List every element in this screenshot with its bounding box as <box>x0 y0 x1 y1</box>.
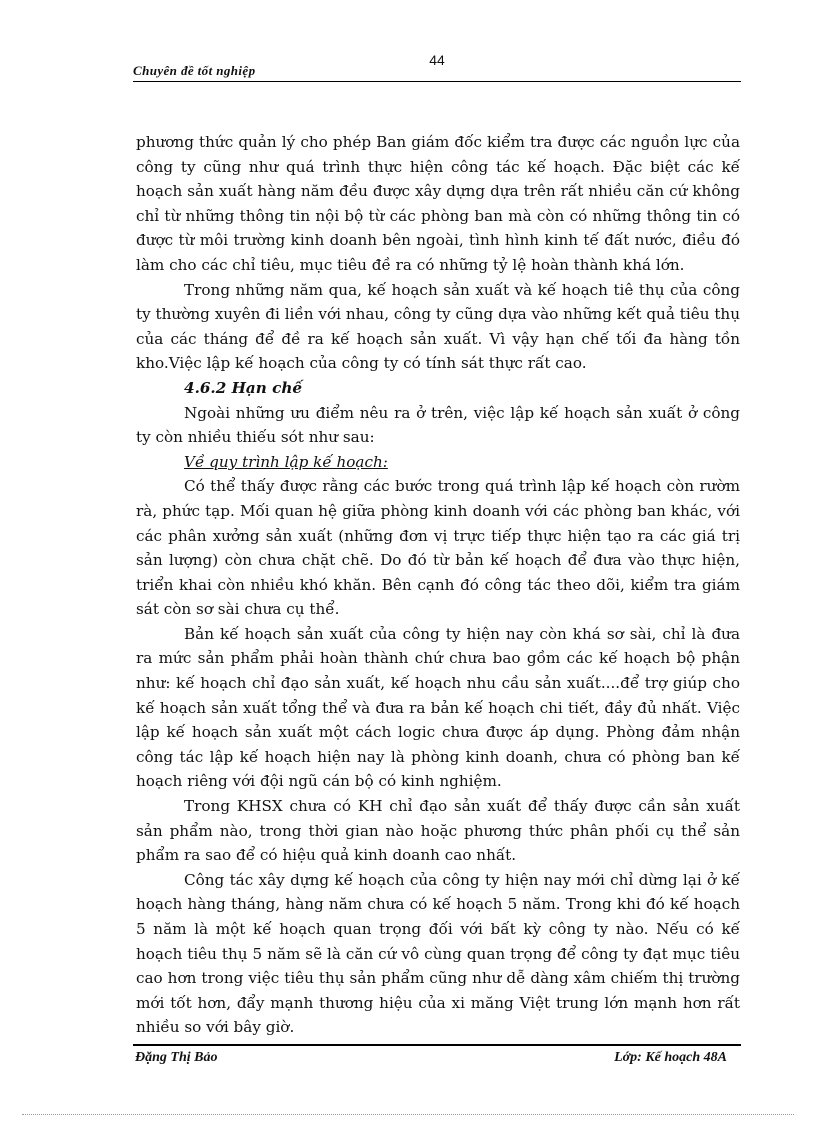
paragraph-7: Công tác xây dựng kế hoạch của công ty hiện nay mới chỉ dừng lại ở kế hoạch hàng tháng, hàng năm chưa có kế hoạch 5 năm. Trong khi đó kế hoạch 5 năm là một kế hoạch quan trọng đối với bất kỳ công ty nào. Nếu có kế hoạch tiêu thụ 5 năm sẽ là căn cứ vô cùng quan trọng để công ty đạt mục tiêu cao hơn trong việc tiêu thụ sản phẩm cũng như dễ dàng xâm chiếm thị trường mới tốt hơn, đẩy mạnh thương hiệu của xi măng Việt trung lớn mạnh hơn rất nhiều so với bây giờ. <box>136 870 740 1037</box>
paragraph-5: Bản kế hoạch sản xuất của công ty hiện nay còn khá sơ sài, chỉ là đưa ra mức sản phẩm phải hoàn thành chứ chưa bao gồm các kế hoạch bộ phận như: kế hoạch chỉ đạo sản xuất, kế hoạch nhu cầu sản xuất....để trợ giúp cho kế hoạch sản xuất tổng thể và đưa ra bản kế hoạch chi tiết, đầy đủ nhất. Việc lập kế hoạch sản xuất một cách logic chưa được áp dụng. Phòng đảm nhận công tác lập kế hoạch hiện nay là phòng kinh doanh, chưa có phòng ban kế hoạch riêng với đội ngũ cán bộ có kinh nghiệm. <box>136 624 740 791</box>
page-footer <box>133 1044 741 1065</box>
page-number: 44 <box>429 52 445 68</box>
sub-heading: Về quy trình lập kế hoạch: <box>184 452 388 471</box>
footer-class: Lớp: Kế hoạch 48A <box>614 1050 727 1065</box>
section-heading: 4.6.2 Hạn chế <box>184 378 303 397</box>
page-header <box>133 63 741 82</box>
document-body <box>136 130 740 1040</box>
paragraph-4: Có thể thấy được rằng các bước trong quá trình lập kế hoạch còn rườm rà, phức tạp. Mối quan hệ giữa phòng kinh doanh với các phòng ban khác, với các phân xưởng sản xuất (những đơn vị trực tiếp thực hiện tạo ra các giá trị sản lượng) còn chưa chặt chẽ. Do đó từ bản kế hoạch để đưa vào thực hiện, triển khai còn nhiều khó khăn. Bên cạnh đó công tác theo dõi, kiểm tra giám sát còn sơ sài chưa cụ thể. <box>136 477 740 619</box>
page-edge-divider <box>22 1114 794 1115</box>
paragraph-6: Trong KHSX chưa có KH chỉ đạo sản xuất để thấy được cần sản xuất sản phẩm nào, trong thời gian nào hoặc phương thức phân phối cụ thể sản phẩm ra sao để có hiệu quả kinh doanh cao nhất. <box>136 797 740 865</box>
header-title: Chuyên đề tốt nghiệp <box>133 63 256 78</box>
paragraph-1: phương thức quản lý cho phép Ban giám đốc kiểm tra được các nguồn lực của công ty cũng như quá trình thực hiện công tác kế hoạch. Đặc biệt các kế hoạch sản xuất hàng năm đều được xây dựng dựa trên rất nhiều căn cứ không chỉ từ những thông tin nội bộ từ các phòng ban mà còn có những thông tin có được từ môi trường kinh doanh bên ngoài, tình hình kinh tế đất nước, điều đó làm cho các chỉ tiêu, mục tiêu đề ra có những tỷ lệ hoàn thành khá lớn. <box>136 133 740 274</box>
footer-author: Đặng Thị Bảo <box>135 1050 218 1065</box>
paragraph-2: Trong những năm qua, kế hoạch sản xuất và kế hoạch tiê thụ của công ty thường xuyên đi liền với nhau, công ty cũng dựa vào những kết quả tiêu thụ của các tháng để đề ra kế hoạch sản xuất. Vì vậy hạn chế tối đa hàng tồn kho.Việc lập kế hoạch của công ty có tính sát thực rất cao. <box>136 280 740 373</box>
paragraph-3: Ngoài những ưu điểm nêu ra ở trên, việc lập kế hoạch sản xuất ở công ty còn nhiều thiếu sót như sau: <box>136 403 740 447</box>
